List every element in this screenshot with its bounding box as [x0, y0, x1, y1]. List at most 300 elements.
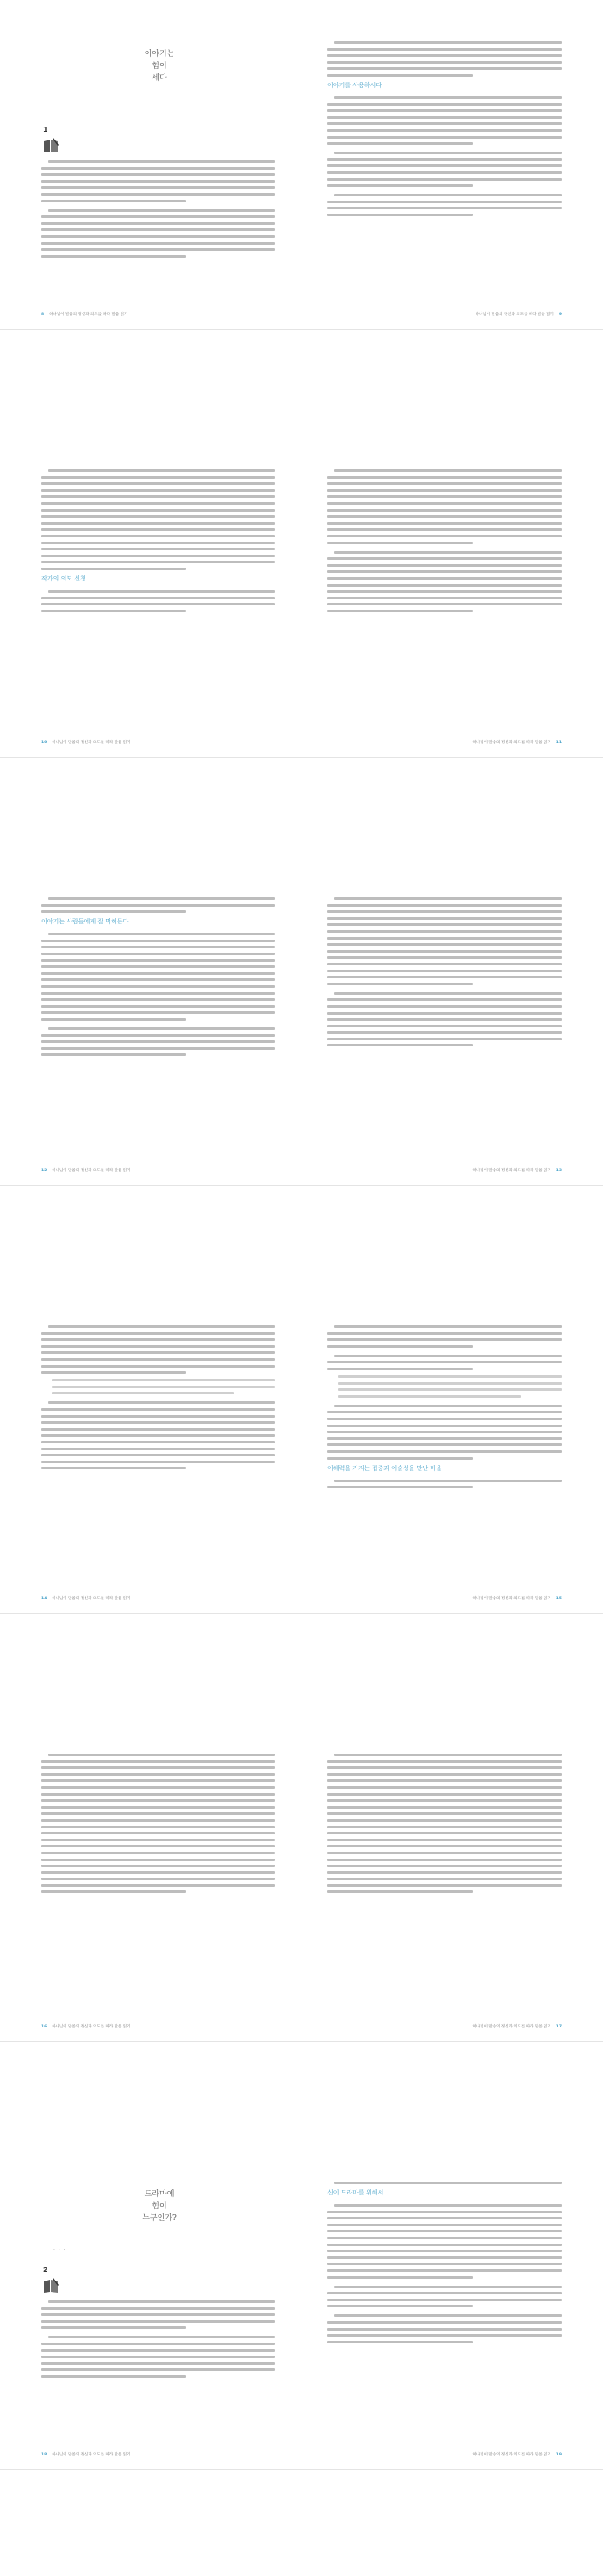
paragraph-line [327, 1425, 562, 1427]
paragraph-line [41, 904, 275, 907]
page-number: 12 [41, 1169, 47, 1173]
page-left [0, 2147, 302, 2469]
paragraph-line [327, 564, 562, 567]
page-number: 19 [556, 2453, 562, 2457]
paragraph-line [327, 1431, 562, 1433]
page-number: 10 [41, 741, 47, 745]
paragraph-line [41, 509, 275, 512]
page-number: 13 [556, 1169, 562, 1173]
paragraph-line [41, 1047, 275, 1050]
paragraph-line [327, 1760, 562, 1763]
paragraph-line [41, 248, 275, 251]
paragraph-line [41, 2349, 275, 2352]
paragraph-line [327, 1779, 562, 1782]
text-column [41, 1754, 275, 1897]
paragraph-line [41, 235, 275, 238]
paragraph-line [327, 535, 562, 537]
paragraph-line [334, 1405, 562, 1407]
paragraph-line [41, 1859, 275, 1861]
paragraph-line [41, 998, 275, 1001]
page-number: 15 [556, 1597, 562, 1601]
page-spread [0, 863, 603, 1186]
paragraph-line [41, 528, 275, 531]
paragraph-line [327, 2292, 562, 2294]
paragraph-line [327, 109, 562, 112]
paragraph-line [327, 1443, 562, 1446]
section-heading: 신이 드라마를 위해서 [327, 2189, 384, 2196]
paragraph-line [41, 1365, 275, 1368]
paragraph-line [327, 2299, 562, 2301]
paragraph-line [327, 943, 562, 946]
paragraph-line [41, 978, 275, 981]
page-spread [0, 2147, 603, 2470]
chapter-title-line: 힘이 [152, 62, 167, 71]
paragraph-line [327, 976, 562, 978]
paragraph-line [327, 1457, 473, 1460]
paragraph-line [327, 61, 562, 64]
paragraph-line [327, 923, 562, 926]
page-footer [473, 740, 562, 745]
paragraph-line [41, 2375, 186, 2378]
page-left [0, 7, 302, 329]
paragraph-line [327, 2269, 562, 2272]
paragraph-line [41, 953, 275, 955]
paragraph-line [41, 972, 275, 975]
paragraph-line [327, 1819, 562, 1822]
paragraph-line [41, 985, 275, 988]
chapter-title [134, 48, 185, 84]
paragraph-line [327, 2224, 562, 2226]
paragraph-line [327, 2211, 562, 2213]
paragraph-line [41, 215, 275, 218]
page-footer [473, 2024, 562, 2029]
chapter-ornament: · · · [53, 2247, 66, 2253]
paragraph-line [41, 1053, 186, 1056]
paragraph-line [48, 1401, 275, 1404]
paragraph-line [41, 1454, 275, 1456]
paragraph-line [334, 2314, 562, 2317]
paragraph-line [327, 2230, 562, 2232]
paragraph-line [327, 214, 473, 216]
paragraph-line [327, 1826, 562, 1828]
paragraph-line [41, 1421, 275, 1424]
paragraph-line [327, 1025, 562, 1027]
paragraph-line [327, 1338, 562, 1341]
paragraph-line [41, 1845, 275, 1847]
paragraph-line [327, 1852, 562, 1854]
section-heading: 이야기는 사람들에게 잘 먹혀든다 [41, 918, 129, 926]
paragraph-line [41, 992, 275, 995]
page-footer [41, 2024, 130, 2029]
paragraph-line [334, 2286, 562, 2288]
paragraph-line [327, 1450, 562, 1453]
page-left [0, 1291, 302, 1613]
paragraph-line [41, 495, 275, 498]
paragraph-line [327, 1361, 562, 1363]
paragraph-line [327, 910, 562, 913]
paragraph-line [327, 74, 473, 77]
text-column [327, 1754, 562, 1897]
paragraph-line [327, 2328, 562, 2331]
page-spread [0, 435, 603, 758]
paragraph-line [327, 495, 562, 498]
paragraph-line [327, 1871, 562, 1874]
paragraph-line [41, 1890, 186, 1893]
paragraph-line [327, 970, 562, 972]
chapter-number: 2 [43, 2266, 48, 2274]
page-footer [41, 740, 130, 745]
running-footer: 하나님이 말씀의 정신과 의도를 따라 말씀 읽기 [52, 1169, 131, 1173]
paragraph-line [41, 959, 275, 962]
paragraph-line [41, 1358, 275, 1361]
page-left [0, 1719, 302, 2041]
quote-block [52, 1379, 275, 1394]
section-heading: 이해력을 가지는 집중과 예술성을 만난 마을 [327, 1464, 442, 1472]
paragraph-line [327, 482, 562, 485]
page-footer [476, 312, 562, 317]
paragraph-line [334, 1754, 562, 1756]
paragraph-line [41, 1332, 275, 1335]
page-number: 16 [41, 2025, 47, 2029]
paragraph-line [334, 1325, 562, 1328]
paragraph-line [327, 557, 562, 560]
paragraph-line [41, 1832, 275, 1834]
paragraph-line [327, 963, 562, 965]
paragraph-line [41, 186, 275, 189]
paragraph-line [41, 1760, 275, 1763]
paragraph-line [327, 904, 562, 907]
paragraph-line [327, 1031, 562, 1034]
paragraph-line [327, 1799, 562, 1802]
quote-line [338, 1382, 562, 1385]
paragraph-line [334, 152, 562, 154]
paragraph-line [41, 522, 275, 525]
paragraph-line [41, 603, 275, 605]
paragraph-line [41, 1011, 275, 1014]
paragraph-line [327, 184, 473, 187]
page-right [302, 2147, 603, 2469]
paragraph-line [327, 116, 562, 119]
paragraph-line [48, 2300, 275, 2303]
quote-line [338, 1395, 521, 1398]
paragraph-line [327, 917, 562, 920]
paragraph-line [41, 561, 275, 563]
paragraph-line [327, 1878, 562, 1880]
paragraph-line [41, 193, 275, 196]
paragraph-line [327, 1773, 562, 1776]
paragraph-line [327, 983, 473, 985]
paragraph-line [327, 1437, 562, 1440]
book-quill-icon [41, 2276, 60, 2295]
paragraph-line [41, 180, 275, 183]
running-footer: 하나님이 말씀의 정신과 의도를 따라 말씀 읽기 [472, 2025, 551, 2029]
paragraph-line [327, 1332, 562, 1335]
paragraph-line [41, 910, 186, 913]
paragraph-line [327, 1890, 473, 1893]
paragraph-line [327, 956, 562, 959]
chapter-title-line: 드라마에 [144, 2190, 175, 2199]
paragraph-line [41, 1819, 275, 1822]
text-column [41, 469, 275, 616]
paragraph-line [48, 1027, 275, 1030]
paragraph-line [41, 1878, 275, 1880]
paragraph-line [327, 577, 562, 580]
text-column [41, 1325, 275, 1474]
book-quill-icon [41, 136, 60, 155]
paragraph-line [327, 1411, 562, 1413]
quote-line [338, 1388, 562, 1391]
paragraph-line [41, 1865, 275, 1867]
chapter-title-line: 힘이 [152, 2202, 167, 2211]
paragraph-line [327, 129, 562, 132]
chapter-number: 1 [43, 126, 48, 133]
paragraph-line [41, 1434, 275, 1437]
paragraph-line [327, 597, 562, 599]
paragraph-line [41, 502, 275, 505]
page-number: 14 [41, 1597, 47, 1601]
paragraph-line [327, 502, 562, 505]
paragraph-line [327, 1865, 562, 1867]
paragraph-line [41, 222, 275, 225]
page-right [302, 7, 603, 329]
paragraph-line [334, 194, 562, 196]
paragraph-line [41, 1338, 275, 1341]
page-footer [473, 2452, 562, 2457]
page-footer [41, 1168, 130, 1173]
paragraph-line [41, 1461, 275, 1463]
running-footer: 하나님이 말씀의 정신과 의도를 따라 말씀 읽기 [52, 1597, 131, 1601]
paragraph-line [327, 164, 562, 167]
text-column [41, 897, 275, 1060]
paragraph-line [327, 603, 562, 605]
running-footer: 하나님이 말씀의 정신과 의도를 따라 말씀 읽기 [49, 313, 128, 317]
paragraph-line [41, 2313, 275, 2316]
paragraph-line [327, 1038, 562, 1040]
quote-line [52, 1386, 275, 1388]
paragraph-line [41, 476, 275, 479]
page-left [0, 435, 302, 757]
paragraph-line [41, 1371, 186, 1374]
running-footer: 하나님이 말씀의 정신과 의도를 따라 말씀 읽기 [472, 2453, 551, 2457]
running-footer: 하나님이 말씀의 정신과 의도를 따라 말씀 읽기 [475, 313, 554, 317]
paragraph-line [41, 1779, 275, 1782]
section-heading: 작가의 의도 신청 [41, 574, 86, 582]
page-footer [473, 1596, 562, 1601]
text-column [327, 897, 562, 1051]
paragraph-line [41, 1852, 275, 1854]
paragraph-line [41, 2307, 275, 2310]
paragraph-line [327, 2276, 473, 2279]
paragraph-line [48, 1754, 275, 1756]
paragraph-line [41, 1415, 275, 1418]
paragraph-line [327, 1418, 562, 1420]
page-footer [473, 1168, 562, 1173]
paragraph-line [334, 2204, 562, 2207]
quote-line [52, 1392, 234, 1394]
paragraph-line [327, 1012, 562, 1015]
paragraph-line [41, 542, 275, 544]
paragraph-line [41, 1826, 275, 1828]
paragraph-line [327, 2305, 473, 2307]
text-column [41, 160, 275, 261]
paragraph-line [41, 515, 275, 518]
paragraph-line [41, 1839, 275, 1841]
paragraph-line [327, 1884, 562, 1887]
paragraph-line [41, 1799, 275, 1802]
paragraph-line [327, 937, 562, 940]
paragraph-line [327, 522, 562, 525]
paragraph-line [327, 1368, 473, 1370]
chapter-title-line: 이야기는 [144, 50, 175, 59]
paragraph-line [327, 1345, 473, 1348]
running-footer: 하나님이 말씀의 정신과 의도를 따라 말씀 읽기 [52, 2025, 131, 2029]
page-number: 11 [556, 741, 562, 745]
paragraph-line [327, 1005, 562, 1008]
paragraph-line [334, 2182, 562, 2184]
paragraph-line [41, 1786, 275, 1789]
paragraph-line [327, 136, 562, 139]
page-right [302, 435, 603, 757]
paragraph-line [334, 41, 562, 44]
page-number: 18 [41, 2453, 47, 2457]
page-spread [0, 7, 603, 330]
page-spread [0, 1719, 603, 2042]
paragraph-line [327, 584, 562, 587]
paragraph-line [41, 1448, 275, 1450]
paragraph-line [327, 103, 562, 106]
text-column [41, 2300, 275, 2382]
running-footer: 하나님이 말씀의 정신과 의도를 따라 말씀 읽기 [52, 2453, 131, 2457]
chapter-title-line: 세다 [152, 74, 167, 83]
paragraph-line [48, 2336, 275, 2338]
paragraph-line [41, 1351, 275, 1354]
paragraph-line [41, 1871, 275, 1874]
paragraph-line [327, 2321, 562, 2324]
paragraph-line [327, 489, 562, 492]
paragraph-line [327, 2237, 562, 2239]
paragraph-line [48, 590, 275, 593]
paragraph-line [327, 2263, 562, 2265]
paragraph-line [327, 142, 473, 145]
text-column [327, 469, 562, 616]
paragraph-line [48, 897, 275, 900]
paragraph-line [327, 1486, 473, 1488]
paragraph-line [41, 255, 186, 258]
paragraph-line [327, 1812, 562, 1815]
paragraph-line [48, 933, 275, 935]
paragraph-line [41, 568, 186, 570]
paragraph-line [41, 965, 275, 968]
paragraph-line [327, 590, 562, 593]
paragraph-line [327, 158, 562, 161]
paragraph-line [41, 2368, 275, 2371]
page-right [302, 863, 603, 1185]
paragraph-line [327, 542, 473, 544]
paragraph-line [41, 1428, 275, 1431]
page-number: 9 [558, 313, 562, 317]
paragraph-line [41, 1467, 186, 1469]
paragraph-line [334, 992, 562, 995]
page-right [302, 1719, 603, 2041]
text-column [327, 41, 562, 220]
paragraph-line [41, 2326, 186, 2329]
text-column [327, 2182, 562, 2347]
paragraph-line [327, 998, 562, 1001]
paragraph-line [41, 1345, 275, 1348]
paragraph-line [41, 535, 275, 537]
paragraph-line [327, 1806, 562, 1809]
paragraph-line [41, 946, 275, 948]
paragraph-line [48, 1325, 275, 1328]
paragraph-line [41, 1884, 275, 1887]
paragraph-line [334, 1480, 562, 1482]
paragraph-line [41, 200, 186, 202]
paragraph-line [327, 476, 562, 479]
paragraph-line [41, 489, 275, 492]
paragraph-line [48, 469, 275, 472]
paragraph-line [41, 1793, 275, 1796]
paragraph-line [334, 897, 562, 900]
page-right [302, 1291, 603, 1613]
page-footer [41, 312, 127, 317]
running-footer: 하나님이 말씀의 정신과 의도를 따라 말씀 읽기 [472, 741, 551, 745]
paragraph-line [327, 570, 562, 573]
paragraph-line [327, 122, 562, 125]
paragraph-line [327, 1859, 562, 1861]
paragraph-line [327, 509, 562, 512]
paragraph-line [41, 1005, 275, 1008]
paragraph-line [327, 2256, 562, 2259]
page-footer [41, 1596, 130, 1601]
paragraph-line [41, 1806, 275, 1809]
paragraph-line [41, 2362, 275, 2365]
paragraph-line [334, 1355, 562, 1357]
paragraph-line [41, 1034, 275, 1037]
paragraph-line [327, 1766, 562, 1769]
paragraph-line [41, 167, 275, 170]
chapter-ornament: · · · [53, 107, 66, 113]
paragraph-line [41, 610, 186, 612]
paragraph-line [41, 555, 275, 557]
paragraph-line [327, 1044, 473, 1046]
page-number: 8 [41, 313, 45, 317]
paragraph-line [327, 2250, 562, 2252]
paragraph-line [327, 67, 562, 70]
paragraph-line [327, 2217, 562, 2219]
paragraph-line [327, 2244, 562, 2246]
paragraph-line [327, 48, 562, 51]
paragraph-line [327, 54, 562, 57]
paragraph-line [41, 1766, 275, 1769]
paragraph-line [41, 482, 275, 485]
paragraph-line [41, 548, 275, 550]
paragraph-line [41, 228, 275, 231]
paragraph-line [327, 2341, 473, 2343]
paragraph-line [327, 950, 562, 953]
paragraph-line [41, 597, 275, 599]
paragraph-line [41, 1408, 275, 1411]
paragraph-line [327, 178, 562, 181]
chapter-title-line: 누구인가? [142, 2214, 177, 2223]
paragraph-line [327, 201, 562, 203]
paragraph-line [334, 469, 562, 472]
quote-line [52, 1379, 275, 1381]
paragraph-line [327, 207, 562, 209]
section-heading: 이야기를 사용하시다 [327, 81, 382, 89]
paragraph-line [327, 1839, 562, 1841]
paragraph-line [41, 940, 275, 942]
paragraph-line [327, 610, 473, 612]
